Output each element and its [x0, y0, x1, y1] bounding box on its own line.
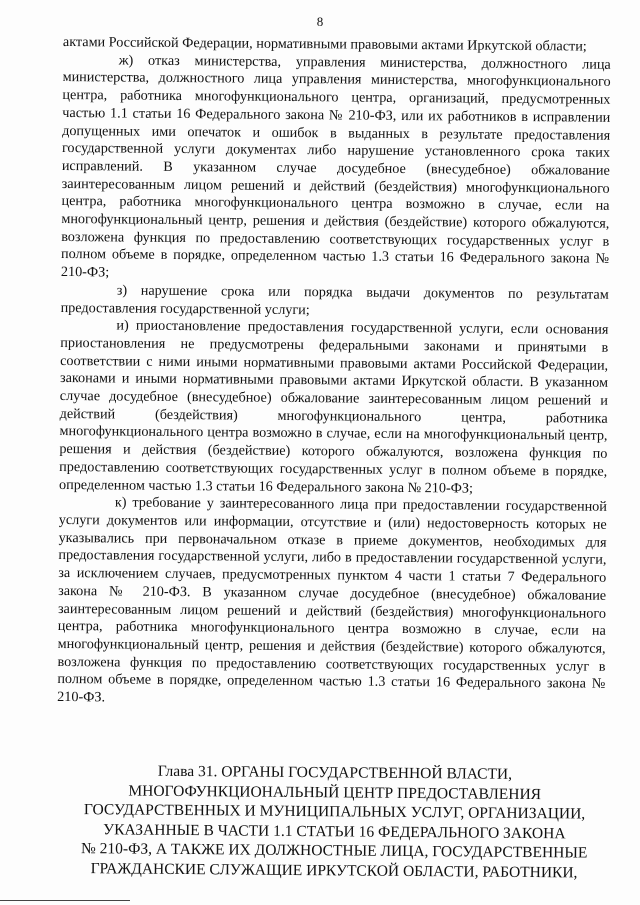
chapter-heading-line: УКАЗАННЫЕ В ЧАСТИ 1.1 СТАТЬИ 16 ФЕДЕРАЛЬНОГО ЗАКОНА — [103, 821, 566, 843]
chapter-heading-line: Глава 31. ОРГАНЫ ГОСУДАРСТВЕННОЙ ВЛАСТИ, — [157, 762, 513, 783]
paragraph-continuation: актами Российской Федерации, нормативными правовыми актами Иркутской области; — [62, 34, 587, 55]
chapter-heading-line: № 210-ФЗ, А ТАКЖЕ ИХ ДОЛЖНОСТНЫЕ ЛИЦА, ГОСУДАРСТВЕННЫЕ — [80, 840, 588, 862]
chapter-heading-line: ГОСУДАРСТВЕННЫХ И МУНИЦИПАЛЬНЫХ УСЛУГ, ОРГАНИЗАЦИИ, — [83, 801, 586, 823]
page-number: 8 — [316, 14, 324, 29]
paragraph-item-z: з) нарушение срока или порядка выдачи документов по результатам предоставления государственной услуги; — [60, 282, 609, 318]
paragraph-item-zh: ж) отказ министерства, управления министерства, должностного лица министерства, должностного лица управления министерства, многофункционального центра, работника многофункционального центра, организаций, предусмотренных частью 1.1 статьи 16 Федерального закона № 210-ФЗ, или их работников в исправлении допущенных ими опечаток и ошибок в выданных в результате предоставления государственной услуги документах либо нарушение установленного срока таких исправлений. В указанном случае досудебное (внесудебное) обжалование заинтересованным лицом решений и действий (бездействия) многофункционального центра, работника многофункционального центра возможно в случае, если на многофункциональный центр, решения и действия (бездействие) которого обжалуются, возложена функция по предоставлению соответствующих государственных услуг в полном объеме в порядке, определенном частью 1.3 статьи 16 Федерального закона № 210-ФЗ; — [60, 52, 611, 281]
paragraph-item-k: к) требование у заинтересованного лица при предоставлении государственной услуги документов или информации, отсутствие и (или) недостоверность которых не указывались при первоначальном отказе в приеме документов, необходимых для предоставления государственной услуги, либо в предоставлении государственной услуги, за исключением случаев, предусмотренных пунктом 4 части 1 статьи 7 Федерального закона № 210-ФЗ. В указанном случае досудебное (внесудебное) обжалование заинтересованным лицом решений и действий (бездействия) многофункционального центра, работника многофункционального центра возможно в случае, если на многофункциональный центр, решения и действия (бездействие) которого обжалуются, возложена функция по предоставлению соответствующих государственных услуг в полном объеме в порядке, определенном частью 1.3 статьи 16 Федерального закона № 210-ФЗ. — [57, 494, 607, 706]
chapter-heading-line: ГРАЖДАНСКИЕ СЛУЖАЩИЕ ИРКУТСКОЙ ОБЛАСТИ, РАБОТНИКИ, — [90, 860, 578, 882]
document-body — [57, 34, 611, 711]
chapter-heading-line: МНОГОФУНКЦИОНАЛЬНЫЙ ЦЕНТР ПРЕДОСТАВЛЕНИЯ — [128, 782, 542, 803]
footer-rule — [0, 900, 130, 901]
chapter-heading — [69, 761, 600, 883]
paragraph-item-i: и) приостановление предоставления государственной услуги, если основания приостановления не предусмотрены федеральными законами и принятыми в соответствии с ними иными нормативными правовыми актами Российской Федерации, законами и иными нормативными правовыми актами Иркутской области. В указанном случае досудебное (внесудебное) обжалование заинтересованным лицом решений и действий (бездействия) многофункционального центра, работника многофункционального центра возможно в случае, если на многофункциональный центр, решения и действия (бездействие) которого обжалуются, возложена функция по предоставлению соответствующих государственных услуг в полном объеме в порядке, определенном частью 1.3 статьи 16 Федерального закона № 210-ФЗ; — [58, 317, 609, 497]
